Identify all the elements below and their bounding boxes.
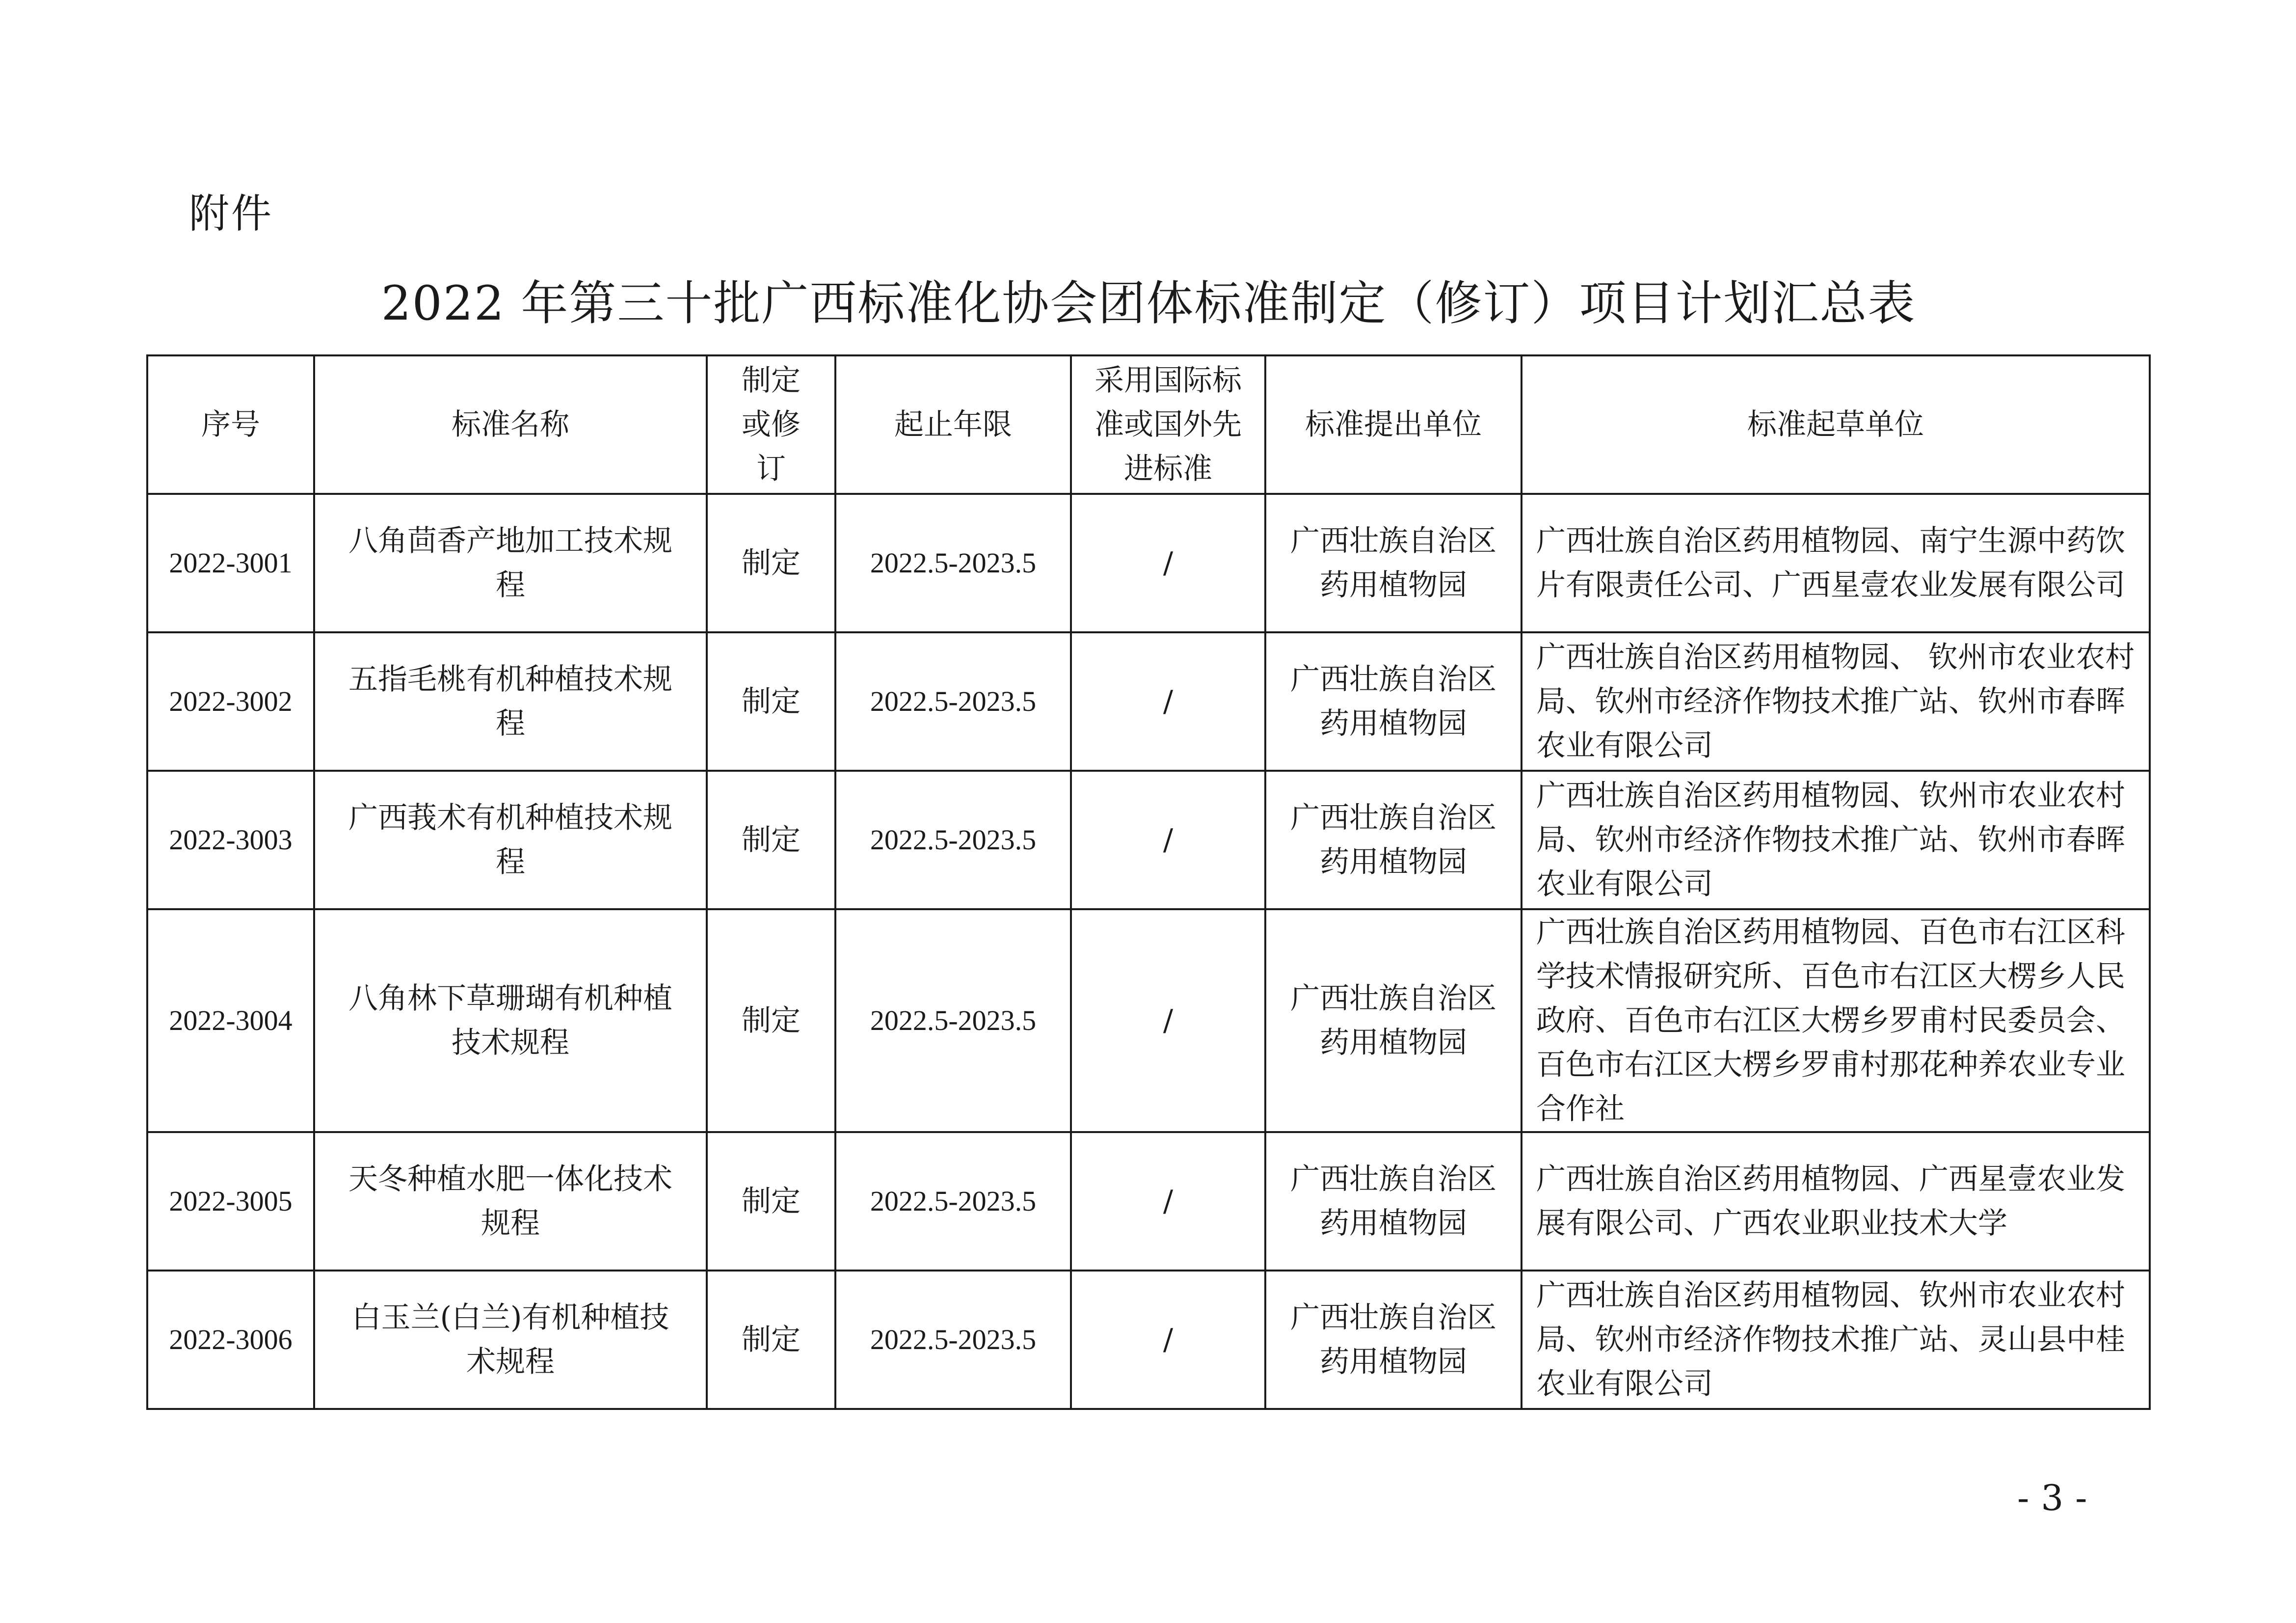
cell-period: 2022.5-2023.5 bbox=[835, 494, 1071, 632]
header-name: 标准名称 bbox=[314, 355, 707, 494]
table-header-row bbox=[147, 355, 2150, 494]
cell-proposer: 广西壮族自治区药用植物园 bbox=[1265, 1132, 1522, 1271]
header-adopt: 采用国际标准或国外先进标准 bbox=[1071, 355, 1265, 494]
cell-seq: 2022-3001 bbox=[147, 494, 314, 632]
cell-seq: 2022-3006 bbox=[147, 1271, 314, 1409]
attachment-label: 附件 bbox=[189, 190, 274, 237]
cell-adopt: / bbox=[1071, 909, 1265, 1132]
cell-drafter: 广西壮族自治区药用植物园、钦州市农业农村局、钦州市经济作物技术推广站、钦州市春晖农业有限公司 bbox=[1522, 771, 2150, 909]
table-row bbox=[147, 1271, 2150, 1409]
header-period: 起止年限 bbox=[835, 355, 1071, 494]
cell-name: 广西莪术有机种植技术规程 bbox=[314, 771, 707, 909]
cell-type: 制定 bbox=[707, 909, 835, 1132]
cell-drafter: 广西壮族自治区药用植物园、百色市右江区科学技术情报研究所、百色市右江区大楞乡人民政府、百色市右江区大楞乡罗甫村民委员会、百色市右江区大楞乡罗甫村那花种养农业专业合作社 bbox=[1522, 909, 2150, 1132]
cell-drafter: 广西壮族自治区药用植物园、 钦州市农业农村局、钦州市经济作物技术推广站、钦州市春晖农业有限公司 bbox=[1522, 632, 2150, 771]
table-row bbox=[147, 494, 2150, 632]
cell-period: 2022.5-2023.5 bbox=[835, 1271, 1071, 1409]
cell-period: 2022.5-2023.5 bbox=[835, 771, 1071, 909]
cell-proposer: 广西壮族自治区药用植物园 bbox=[1265, 771, 1522, 909]
cell-name: 白玉兰(白兰)有机种植技术规程 bbox=[314, 1271, 707, 1409]
cell-seq: 2022-3005 bbox=[147, 1132, 314, 1271]
project-plan-table bbox=[146, 354, 2151, 1410]
cell-seq: 2022-3004 bbox=[147, 909, 314, 1132]
cell-proposer: 广西壮族自治区药用植物园 bbox=[1265, 909, 1522, 1132]
header-seq: 序号 bbox=[147, 355, 314, 494]
cell-proposer: 广西壮族自治区药用植物园 bbox=[1265, 632, 1522, 771]
cell-period: 2022.5-2023.5 bbox=[835, 1132, 1071, 1271]
table-row bbox=[147, 909, 2150, 1132]
cell-period: 2022.5-2023.5 bbox=[835, 909, 1071, 1132]
cell-proposer: 广西壮族自治区药用植物园 bbox=[1265, 1271, 1522, 1409]
page-number: -3- bbox=[2017, 1477, 2099, 1518]
cell-drafter: 广西壮族自治区药用植物园、广西星壹农业发展有限公司、广西农业职业技术大学 bbox=[1522, 1132, 2150, 1271]
cell-type: 制定 bbox=[707, 771, 835, 909]
cell-type: 制定 bbox=[707, 632, 835, 771]
cell-adopt: / bbox=[1071, 1271, 1265, 1409]
cell-adopt: / bbox=[1071, 1132, 1265, 1271]
header-type: 制定或修订 bbox=[707, 355, 835, 494]
cell-drafter: 广西壮族自治区药用植物园、南宁生源中药饮片有限责任公司、广西星壹农业发展有限公司 bbox=[1522, 494, 2150, 632]
cell-proposer: 广西壮族自治区药用植物园 bbox=[1265, 494, 1522, 632]
cell-seq: 2022-3003 bbox=[147, 771, 314, 909]
cell-seq: 2022-3002 bbox=[147, 632, 314, 771]
cell-period: 2022.5-2023.5 bbox=[835, 632, 1071, 771]
document-title: 2022 年第三十批广西标准化协会团体标准制定（修订）项目计划汇总表 bbox=[381, 276, 1916, 331]
cell-type: 制定 bbox=[707, 1132, 835, 1271]
cell-adopt: / bbox=[1071, 632, 1265, 771]
cell-drafter: 广西壮族自治区药用植物园、钦州市农业农村局、钦州市经济作物技术推广站、灵山县中桂农业有限公司 bbox=[1522, 1271, 2150, 1409]
cell-type: 制定 bbox=[707, 1271, 835, 1409]
header-drafter: 标准起草单位 bbox=[1522, 355, 2150, 494]
cell-name: 八角茴香产地加工技术规程 bbox=[314, 494, 707, 632]
cell-adopt: / bbox=[1071, 494, 1265, 632]
cell-name: 五指毛桃有机种植技术规程 bbox=[314, 632, 707, 771]
header-proposer: 标准提出单位 bbox=[1265, 355, 1522, 494]
table-row bbox=[147, 1132, 2150, 1271]
cell-type: 制定 bbox=[707, 494, 835, 632]
table-row bbox=[147, 771, 2150, 909]
cell-adopt: / bbox=[1071, 771, 1265, 909]
table-row bbox=[147, 632, 2150, 771]
cell-name: 天冬种植水肥一体化技术规程 bbox=[314, 1132, 707, 1271]
cell-name: 八角林下草珊瑚有机种植技术规程 bbox=[314, 909, 707, 1132]
